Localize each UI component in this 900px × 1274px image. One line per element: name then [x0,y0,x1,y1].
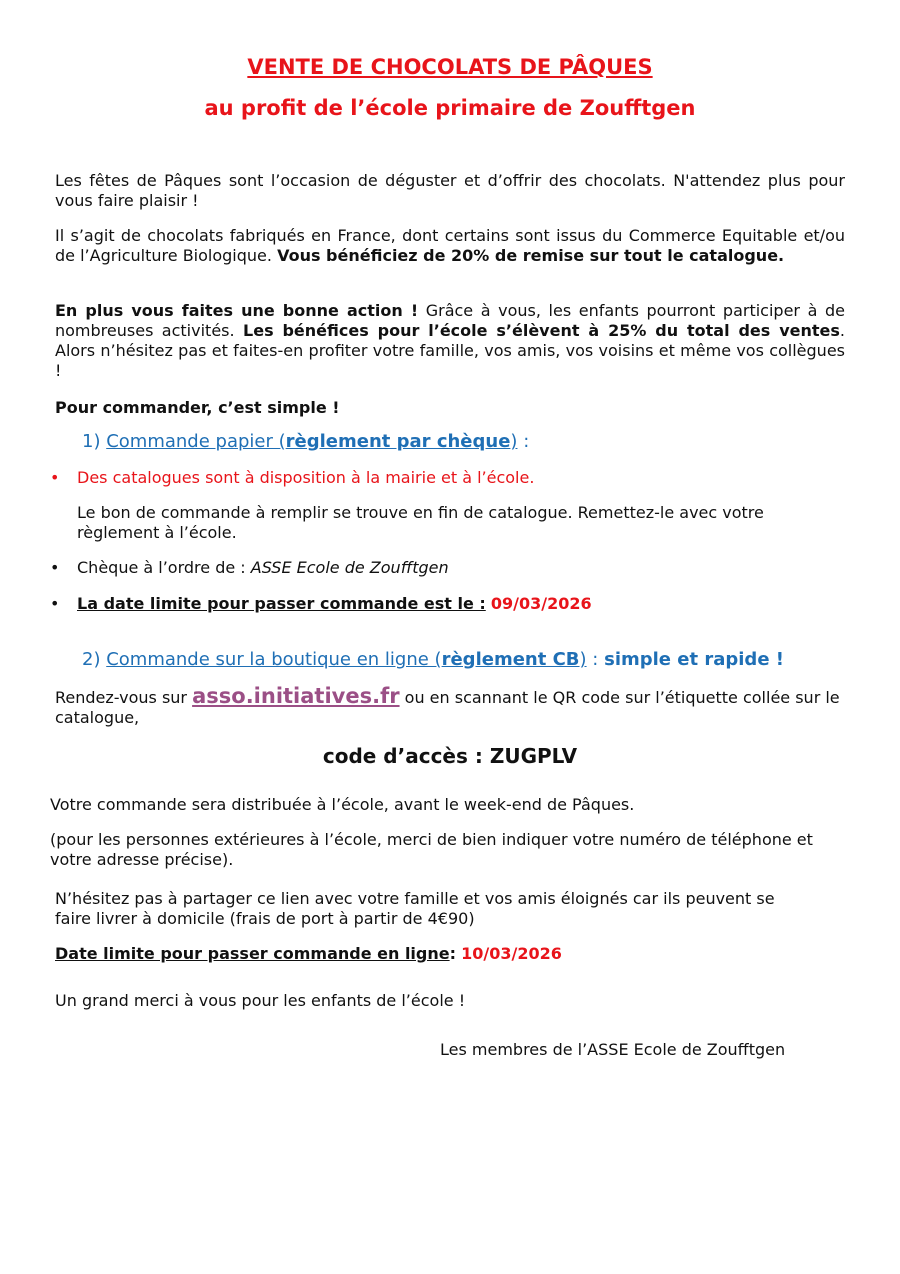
cheque-label: Chèque à l’ordre de : [77,558,251,577]
page-subtitle: au profit de l’école primaire de Zoufftgen [204,96,696,120]
order-intro [55,398,845,418]
bullet-icon: • [50,558,60,577]
option-1-label [106,431,517,452]
shop-link[interactable]: asso.initiatives.fr [192,684,400,708]
rdv-text: Rendez-vous sur [55,688,187,707]
qr-text: ou en scannant le QR code sur l’étiquette collée sur le catalogue, [55,688,840,727]
option-2-tagline: simple et rapide ! [604,649,785,670]
online-deadline-colon: : [449,944,457,963]
good-action-text: En plus vous faites une bonne action ! [55,301,419,320]
catalog-availability: Des catalogues sont à disposition à la mairie et à l’école. [77,468,535,487]
intro-paragraph-3 [55,301,845,381]
intro-p2-text: Il s’agit de chocolats fabriqués en France, dont certains sont issus du Commerce Equitable et/ou de l’Agriculture Biologique. [55,226,845,265]
paper-deadline-label: La date limite pour passer commande est le : [77,594,486,613]
online-deadline-date: 10/03/2026 [461,944,562,963]
option-2-heading [82,649,784,671]
option-1-heading [82,431,529,453]
distribution-info: Votre commande sera distribuée à l’école, avant le week-end de Pâques. [50,795,635,814]
share-info: N’hésitez pas à partager ce lien avec votre famille et vos amis éloignés car ils peuvent se faire livrer à domicile (frais de port à partir de 4€90) [55,889,775,928]
option-2-number: 2) [82,649,101,670]
paper-deadline [77,594,837,614]
option-2-label-a: Commande sur la boutique en ligne ( [106,649,442,670]
thanks-text: Un grand merci à vous pour les enfants de l’école ! [55,991,466,1010]
external-info: (pour les personnes extérieures à l’école, merci de bien indiquer votre numéro de téléphone et votre adresse précise). [50,830,813,869]
paper-deadline-date: 09/03/2026 [490,594,592,613]
option-2-label [106,649,586,670]
option-1-label-c: ) [510,431,518,452]
order-intro-text: Pour commander, c’est simple ! [55,398,340,417]
option-1-number: 1) [82,431,101,452]
access-code-value: ZUGPLV [489,744,578,768]
option-2-label-c: ) [579,649,587,670]
signature: Les membres de l’ASSE Ecole de Zoufftgen [440,1040,786,1059]
intro-p3-end: . Alors n’hésitez pas et faites-en profiter votre famille, vos amis, vos voisins et même vos collègues ! [55,321,845,380]
cheque-payee-name: ASSE Ecole de Zoufftgen [250,558,449,577]
intro-p3-text: Grâce à vous, les enfants pourront participer à de nombreuses activités. [55,301,845,340]
access-code-label: code d’accès : [322,744,483,768]
online-deadline [55,944,845,964]
intro-paragraph-1: Les fêtes de Pâques sont l’occasion de déguster et d’offrir des chocolats. N'attendez plus pour vous faire plaisir ! [55,171,845,210]
bullet-icon: • [50,594,60,613]
cheque-payee [77,558,837,578]
intro-paragraph-2 [55,226,845,266]
option-1-label-a: Commande papier ( [106,431,286,452]
option-2-suffix: : [592,649,599,670]
option-1-payment: règlement par chèque [285,431,511,452]
order-form-info: Le bon de commande à remplir se trouve en fin de catalogue. Remettez-le avec votre règlement à l’école. [77,503,764,542]
discount-text: Vous bénéficiez de 20% de remise sur tout le catalogue. [277,246,785,265]
online-deadline-label: Date limite pour passer commande en ligne [55,944,450,963]
profit-text: Les bénéfices pour l’école s’élèvent à 25% du total des ventes [243,321,840,340]
bullet-icon: • [50,468,60,487]
option-2-payment: règlement CB [441,649,580,670]
online-instructions [55,686,840,728]
option-1-suffix: : [523,431,530,452]
access-code [0,744,900,768]
page-title: VENTE DE CHOCOLATS DE PÂQUES [247,55,653,79]
